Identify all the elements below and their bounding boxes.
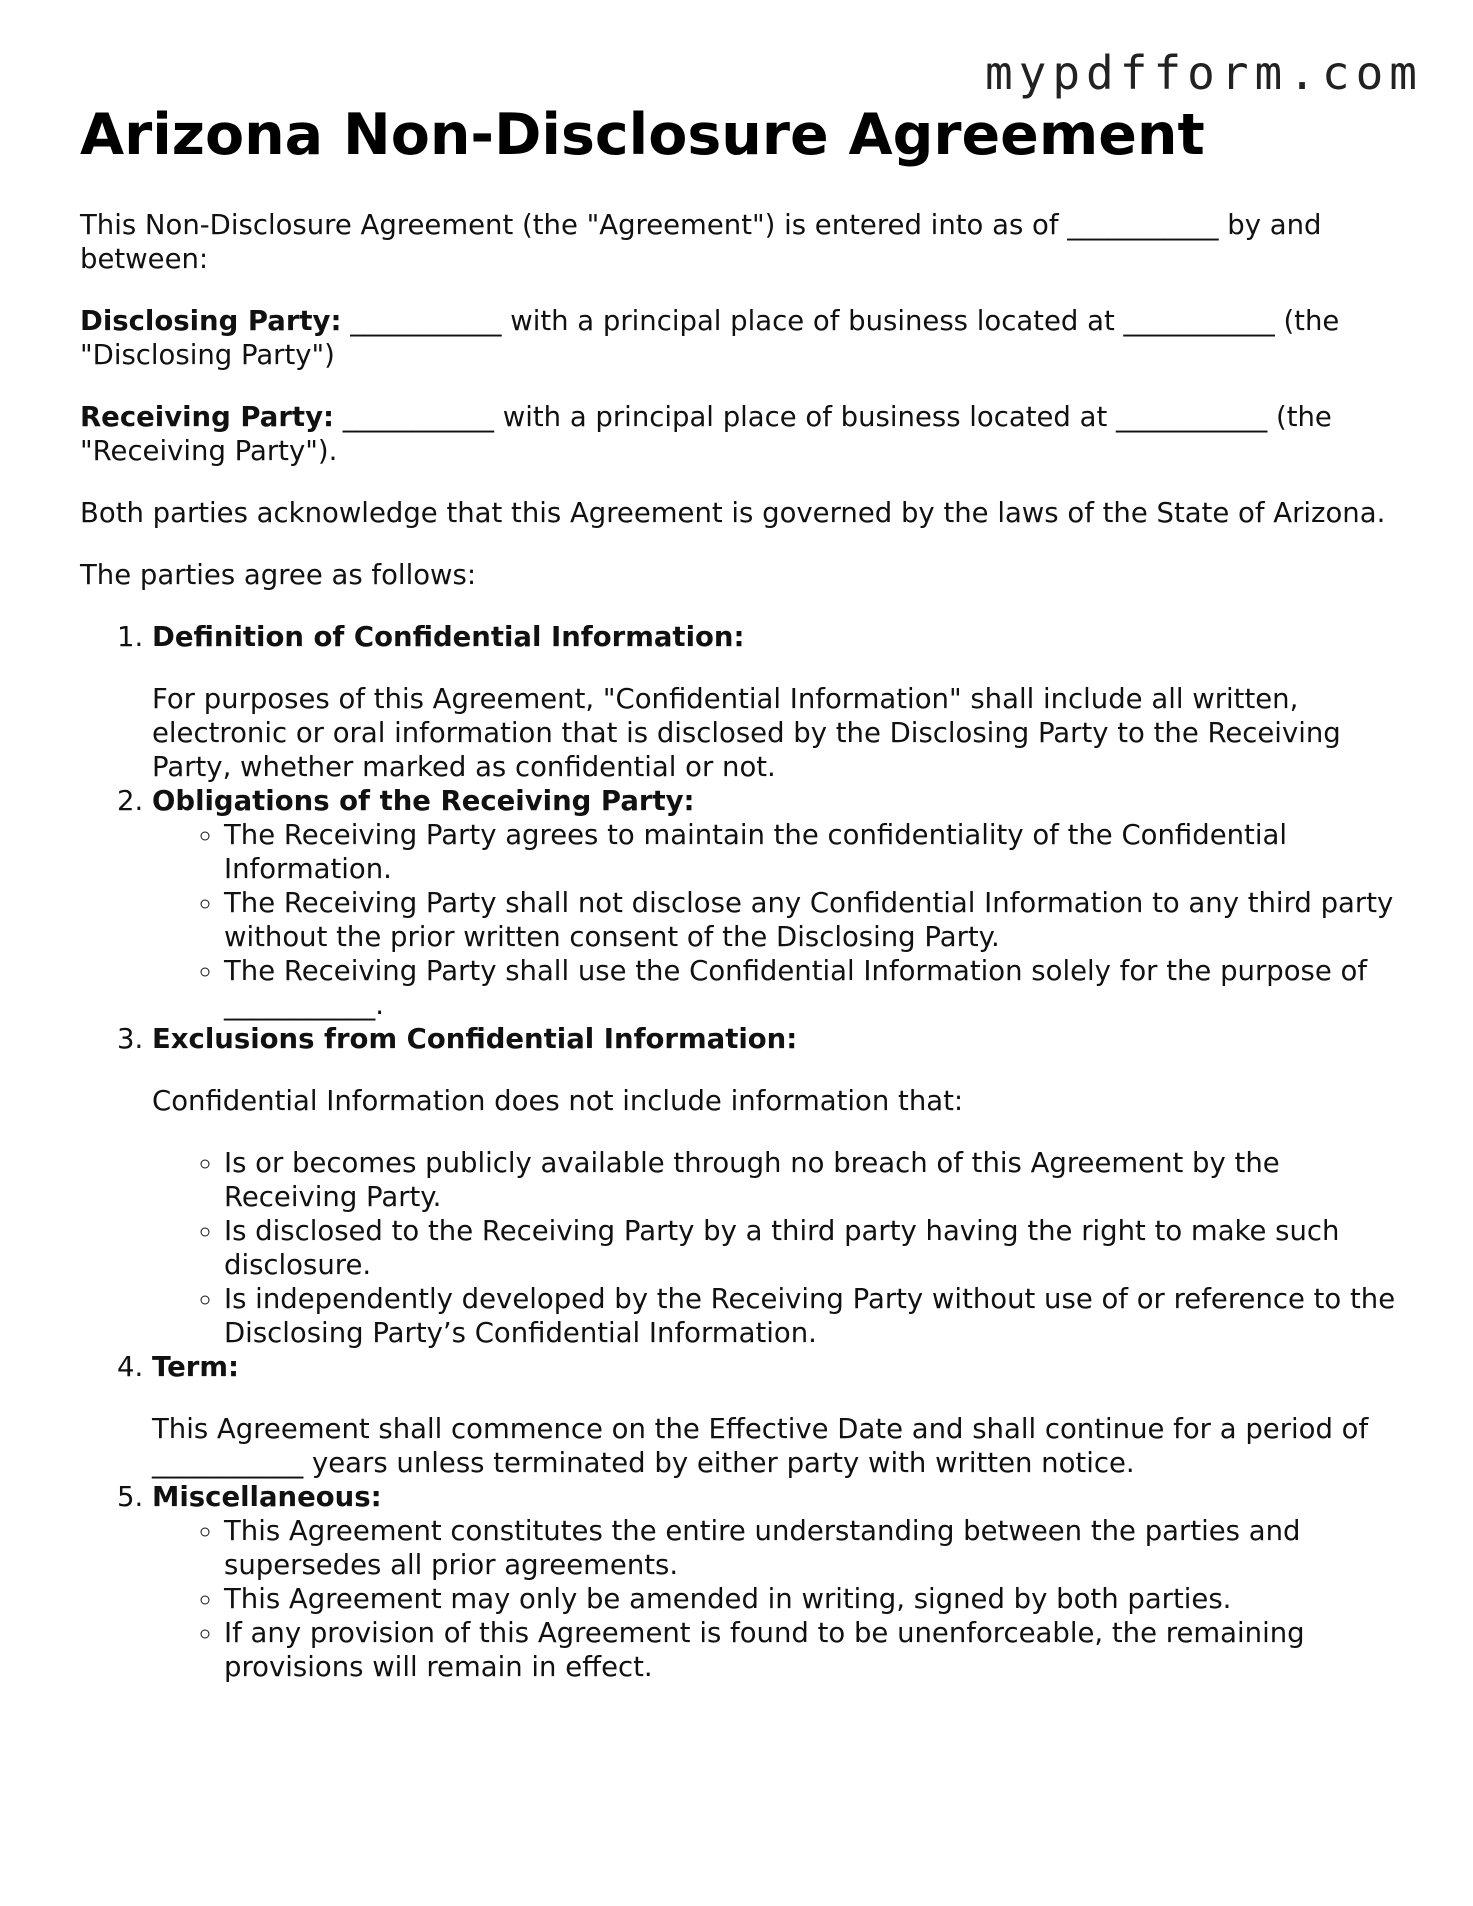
section-4 <box>152 1350 1410 1480</box>
receiving-party-text: ___________ with a principal place of business located at ___________ (the "Receiving Party"). <box>80 401 1332 467</box>
receiving-party-paragraph <box>80 400 1410 468</box>
section-1-paragraph: For purposes of this Agreement, "Confidential Information" shall include all written, electronic or oral information that is disclosed by the Disclosing Party to the Receiving Party, whether marked as confidential or not. <box>152 683 1341 783</box>
governing-law-paragraph: Both parties acknowledge that this Agreement is governed by the laws of the State of Arizona. <box>80 497 1386 529</box>
section-1-title: Definition of Confidential Information: <box>152 621 745 653</box>
disclosing-party-paragraph <box>80 304 1410 372</box>
section-5-list <box>152 1514 1410 1684</box>
list-item: ◦ This Agreement may only be amended in writing, signed by both parties. <box>224 1582 1410 1616</box>
document-page <box>80 100 1410 1684</box>
section-3-paragraph: Confidential Information does not include information that: <box>152 1085 964 1117</box>
list-item: ◦ The Receiving Party shall not disclose any Confidential Information to any third party without the prior written consent of the Disclosing Party. <box>224 886 1410 954</box>
section-3 <box>152 1022 1410 1350</box>
list-item: ◦ Is or becomes publicly available through no breach of this Agreement by the Receiving Party. <box>224 1146 1410 1214</box>
site-watermark: mypdfform.com <box>984 46 1423 100</box>
section-5 <box>152 1480 1410 1684</box>
section-1 <box>152 620 1410 784</box>
intro-paragraph: This Non-Disclosure Agreement (the "Agreement") is entered into as of ___________ by and between: <box>80 209 1322 275</box>
section-3-list <box>152 1146 1410 1350</box>
section-4-title: Term: <box>152 1351 239 1383</box>
section-4-paragraph: This Agreement shall commence on the Effective Date and shall continue for a period of ___________ years unless terminated by either party with written notice. <box>152 1413 1369 1479</box>
section-3-title: Exclusions from Confidential Information: <box>152 1023 798 1055</box>
sections-list <box>80 620 1410 1684</box>
document-title: Arizona Non-Disclosure Agreement <box>80 102 1205 168</box>
section-2-list <box>152 818 1410 1022</box>
list-item: ◦ Is disclosed to the Receiving Party by a third party having the right to make such disclosure. <box>224 1214 1410 1282</box>
section-2-title: Obligations of the Receiving Party: <box>152 785 695 817</box>
section-5-title: Miscellaneous: <box>152 1481 382 1513</box>
list-item: ◦ The Receiving Party agrees to maintain the confidentiality of the Confidential Information. <box>224 818 1410 886</box>
disclosing-party-text: ___________ with a principal place of business located at ___________ (the "Disclosing Party") <box>80 305 1340 371</box>
disclosing-party-label: Disclosing Party: <box>80 305 342 337</box>
list-item: ◦ If any provision of this Agreement is found to be unenforceable, the remaining provisions will remain in effect. <box>224 1616 1410 1684</box>
list-item: ◦ This Agreement constitutes the entire understanding between the parties and supersedes all prior agreements. <box>224 1514 1410 1582</box>
list-item: ◦ Is independently developed by the Receiving Party without use of or reference to the Disclosing Party’s Confidential Information. <box>224 1282 1410 1350</box>
section-2 <box>152 784 1410 1022</box>
receiving-party-label: Receiving Party: <box>80 401 334 433</box>
list-item: ◦ The Receiving Party shall use the Confidential Information solely for the purpose of ___________. <box>224 954 1410 1022</box>
agree-paragraph: The parties agree as follows: <box>80 559 477 591</box>
